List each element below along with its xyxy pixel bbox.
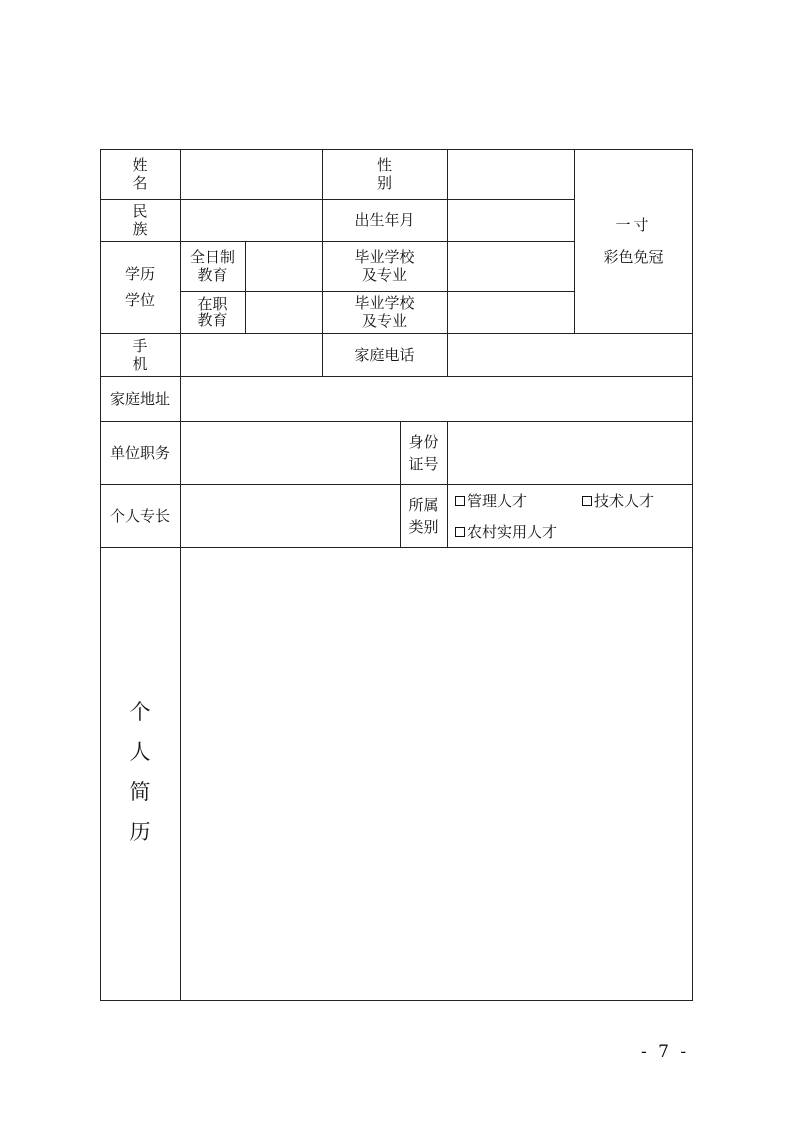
option-management[interactable]: 管理人才	[455, 490, 527, 511]
parttime-school-field[interactable]	[448, 292, 574, 333]
photo-line-2: 彩色免冠	[603, 248, 664, 266]
mobile-label: 手 机	[132, 336, 176, 373]
option-rural[interactable]: 农村实用人才	[455, 521, 557, 542]
page-number: - 7 -	[641, 1042, 690, 1062]
parttime-education-field[interactable]	[246, 292, 322, 333]
checkbox-management[interactable]	[455, 496, 465, 506]
mobile-field[interactable]	[181, 334, 322, 376]
resume-label: 个 人 简 历	[129, 699, 151, 844]
border-right	[692, 149, 693, 1001]
home-phone-label: 家庭电话	[354, 345, 415, 364]
ethnicity-field[interactable]	[181, 200, 322, 241]
specialty-label: 个人专长	[109, 506, 170, 525]
fulltime-school-label: 毕业学校 及专业	[354, 248, 415, 284]
photo-area[interactable]	[575, 149, 692, 333]
home-phone-field[interactable]	[448, 334, 692, 376]
gender-label: 性 别	[376, 156, 420, 192]
registration-form	[100, 149, 693, 1001]
id-number-field[interactable]	[448, 422, 692, 484]
fulltime-education-label: 全日制 教育	[189, 248, 235, 284]
ethnicity-label: 民 族	[132, 202, 176, 238]
checkbox-rural[interactable]	[455, 527, 465, 537]
border-bottom	[100, 1000, 693, 1001]
position-field[interactable]	[181, 422, 400, 484]
name-label: 姓 名	[132, 156, 176, 192]
parttime-education-label: 在职 教育	[197, 295, 228, 329]
specialty-field[interactable]	[181, 485, 400, 547]
birth-field[interactable]	[448, 200, 574, 241]
checkbox-technical[interactable]	[582, 496, 592, 506]
education-label: 学历 学位	[124, 265, 155, 309]
address-field[interactable]	[181, 377, 692, 421]
fulltime-education-field[interactable]	[246, 242, 322, 291]
birth-label: 出生年月	[354, 211, 415, 229]
address-label: 家庭地址	[109, 389, 170, 408]
fulltime-school-field[interactable]	[448, 242, 574, 291]
id-number-label: 身份 证号	[408, 432, 439, 473]
option-technical[interactable]: 技术人才	[582, 490, 654, 511]
resume-field[interactable]	[181, 548, 692, 1000]
photo-line-1: 一寸	[615, 216, 652, 234]
position-label: 单位职务	[109, 443, 170, 462]
name-field[interactable]	[181, 150, 322, 199]
category-label: 所属 类别	[408, 495, 439, 536]
parttime-school-label: 毕业学校 及专业	[354, 294, 415, 330]
gender-field[interactable]	[448, 150, 574, 199]
